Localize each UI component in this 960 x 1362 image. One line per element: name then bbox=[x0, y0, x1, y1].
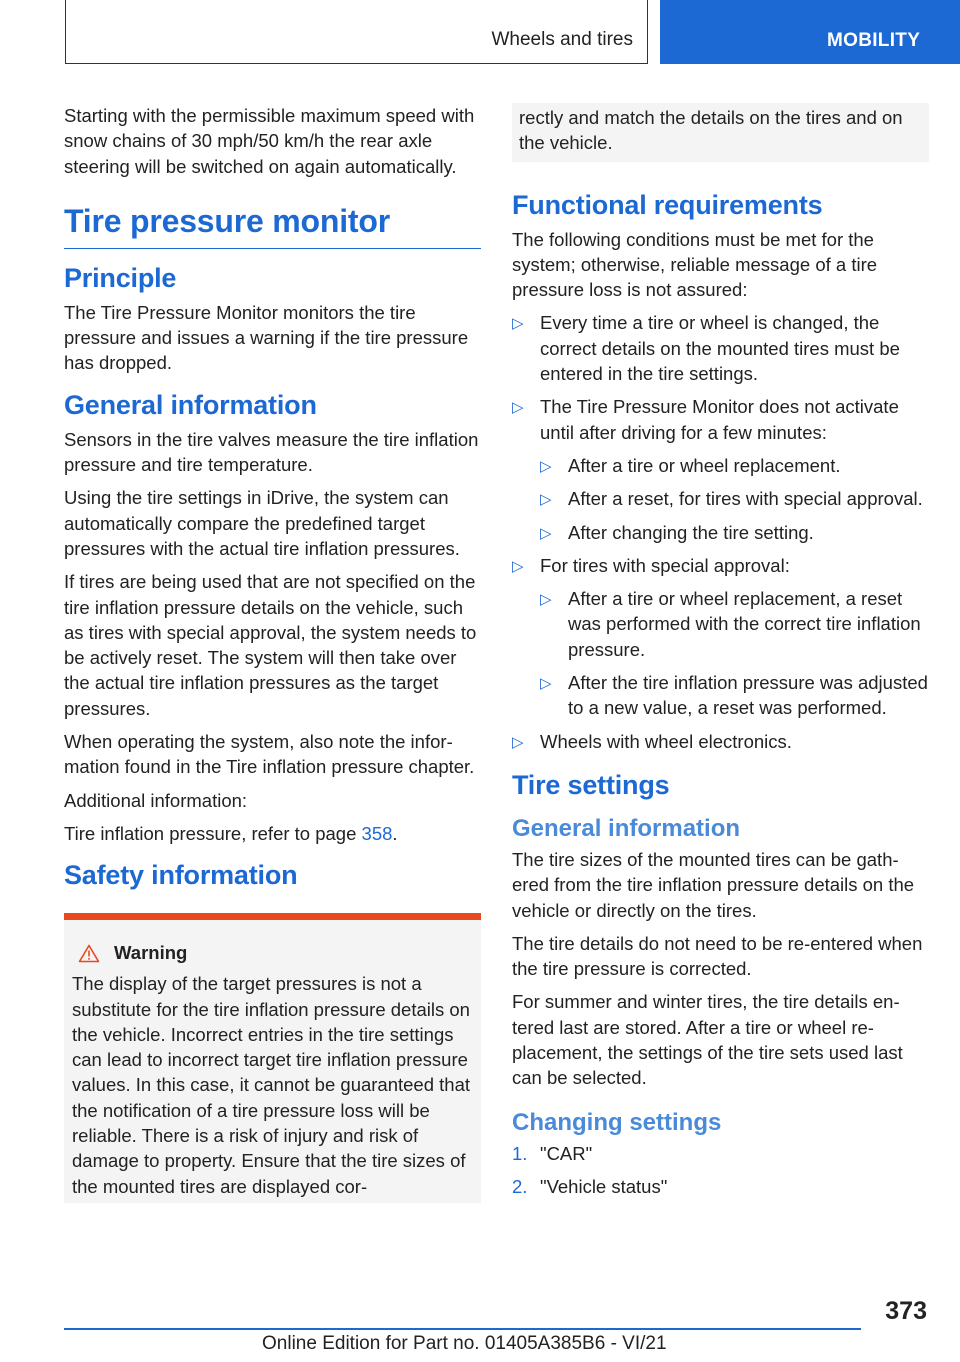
page-title: Tire pressure monitor bbox=[64, 203, 481, 249]
tire-settings-p2: The tire details do not need to be re-entered when the tire pressure is corrected. bbox=[512, 932, 923, 980]
step-text: "CAR" bbox=[540, 1142, 593, 1164]
warning-triangle-icon bbox=[78, 944, 100, 963]
list-item bbox=[512, 1141, 929, 1166]
footer-divider bbox=[64, 1328, 861, 1330]
header-chapter-label: MOBILITY bbox=[827, 30, 921, 51]
tire-settings-general-heading: General information bbox=[512, 814, 741, 842]
triangle-bullet-icon: ▷ bbox=[512, 399, 524, 417]
intro-paragraph: Starting with the permissible maximum speed with snow chains of 30 mph/50 km/h the rear axle steering will be switched on again automatically. bbox=[64, 105, 475, 177]
list-item bbox=[512, 1174, 929, 1199]
principle-heading: Principle bbox=[64, 262, 177, 293]
triangle-bullet-icon: ▷ bbox=[512, 315, 524, 333]
list-item: ▷ After the tire inflation pressure was adjusted to a new value, a reset was performed. bbox=[540, 672, 928, 719]
step-number: 1. bbox=[512, 1142, 528, 1164]
header-chapter-tab bbox=[660, 0, 960, 64]
changing-settings-steps bbox=[512, 1141, 929, 1200]
list-item: ▷ After a tire or wheel replacement, a reset was performed with the correct tire inflation pressure. bbox=[540, 588, 921, 660]
triangle-bullet-icon: ▷ bbox=[512, 557, 524, 575]
triangle-bullet-icon: ▷ bbox=[540, 675, 552, 693]
list-item: ▷ The Tire Pressure Monitor does not activate until after driving for a few minutes: ▷ After a tire or wheel replacement. ▷ After a reset, for tires with special approval. ▷ After changing the tire setting. bbox=[512, 394, 929, 544]
triangle-bullet-icon: ▷ bbox=[540, 591, 552, 609]
step-text: "Vehicle status" bbox=[540, 1175, 668, 1197]
general-info-p2: Using the tire settings in iDrive, the system can automatically compare the predefined target pressures with the actual tire inflation pressures. bbox=[64, 487, 460, 559]
triangle-bullet-icon: ▷ bbox=[540, 524, 552, 542]
left-column bbox=[64, 103, 481, 1203]
sub-list bbox=[540, 453, 929, 545]
list-item: ▷ Every time a tire or wheel is changed, the correct details on the mounted tires must be entered in the tire settings. bbox=[512, 312, 900, 385]
functional-req-intro: The following conditions must be met for the system; otherwise, reliable message of a tire pressure loss is not assured: bbox=[512, 228, 878, 301]
general-info-heading: General information bbox=[64, 389, 317, 420]
general-info-p1: Sensors in the tire valves measure the tire inflation pressure and tire temperature. bbox=[64, 428, 479, 476]
page-reference-link[interactable]: 358 bbox=[361, 822, 393, 844]
warning-title bbox=[72, 942, 473, 964]
edition-text: Online Edition for Part no. 01405A385B6 - VI/21 bbox=[262, 1333, 667, 1354]
list-item: ▷ After changing the tire setting. bbox=[540, 520, 929, 545]
general-info-p3: If tires are being used that are not specified on the tire inflation pressure details on the vehicle, such as tires with special approval, the system needs to be actively reset. The system will then take over the actual tire inflation pressures as the target pressures. bbox=[64, 571, 477, 719]
tire-settings-p1: The tire sizes of the mounted tires can be gathered from the tire inflation pressure details on the vehicle or directly on the tires. bbox=[512, 848, 915, 921]
list-item: ▷ After a reset, for tires with special approval. bbox=[540, 486, 929, 511]
triangle-bullet-icon: ▷ bbox=[540, 491, 552, 509]
reference-text: Tire inflation pressure, refer to page bbox=[64, 822, 362, 844]
general-info-p6 bbox=[64, 821, 481, 846]
warning-box bbox=[64, 913, 481, 1203]
list-item: ▷ For tires with special approval: ▷ After a tire or wheel replacement, a reset was performed with the correct tire inflation pressure. ▷ After the tire inflation pressure was adjusted to a new value, a reset was performed. bbox=[512, 553, 929, 721]
functional-req-list bbox=[512, 310, 929, 753]
warning-box-continued bbox=[512, 103, 929, 162]
warning-text-continued: rectly and match the details on the tires and on the vehicle. bbox=[519, 107, 903, 154]
principle-text: The Tire Pressure Monitor monitors the tire pressure and issues a warning if the tire pressure has dropped. bbox=[64, 301, 469, 374]
safety-info-heading: Safety information bbox=[64, 860, 298, 891]
step-number: 2. bbox=[512, 1175, 528, 1197]
list-item: ▷ After a tire or wheel replacement. bbox=[540, 453, 929, 478]
general-info-p4: When operating the system, also note the information found in the Tire inflation pressure chapter. bbox=[64, 731, 475, 778]
sub-list bbox=[540, 586, 929, 720]
tire-settings-heading: Tire settings bbox=[512, 769, 670, 800]
changing-settings-heading: Changing settings bbox=[512, 1108, 722, 1136]
tire-settings-p3: For summer and winter tires, the tire details entered last are stored. After a tire or wheel replacement, the settings of the tire sets used last can be selected. bbox=[512, 991, 903, 1089]
header-section-title: Wheels and tires bbox=[491, 29, 633, 50]
warning-text: The display of the target pressures is not a substitute for the tire inflation pressure details on the vehicle. Incorrect entries in the tire settings can lead to incorrect target tire inflation pressure values. In this case, it cannot be guaranteed that the notification of a tire pressure loss will be reliable. There is a risk of injury and risk of damage to property. Ensure that the tire sizes of the mounted tires are displayed cor- bbox=[72, 973, 471, 1197]
triangle-bullet-icon: ▷ bbox=[512, 733, 524, 751]
right-column bbox=[512, 103, 929, 1207]
reference-end: . bbox=[392, 822, 398, 844]
triangle-bullet-icon: ▷ bbox=[540, 457, 552, 475]
list-item: ▷ Wheels with wheel electronics. bbox=[512, 729, 929, 754]
general-info-p5: Additional information: bbox=[64, 789, 248, 811]
functional-req-heading: Functional requirements bbox=[512, 189, 823, 220]
warning-label: Warning bbox=[114, 942, 188, 964]
header-section-box bbox=[65, 0, 648, 64]
page-number: 373 bbox=[885, 1297, 927, 1325]
